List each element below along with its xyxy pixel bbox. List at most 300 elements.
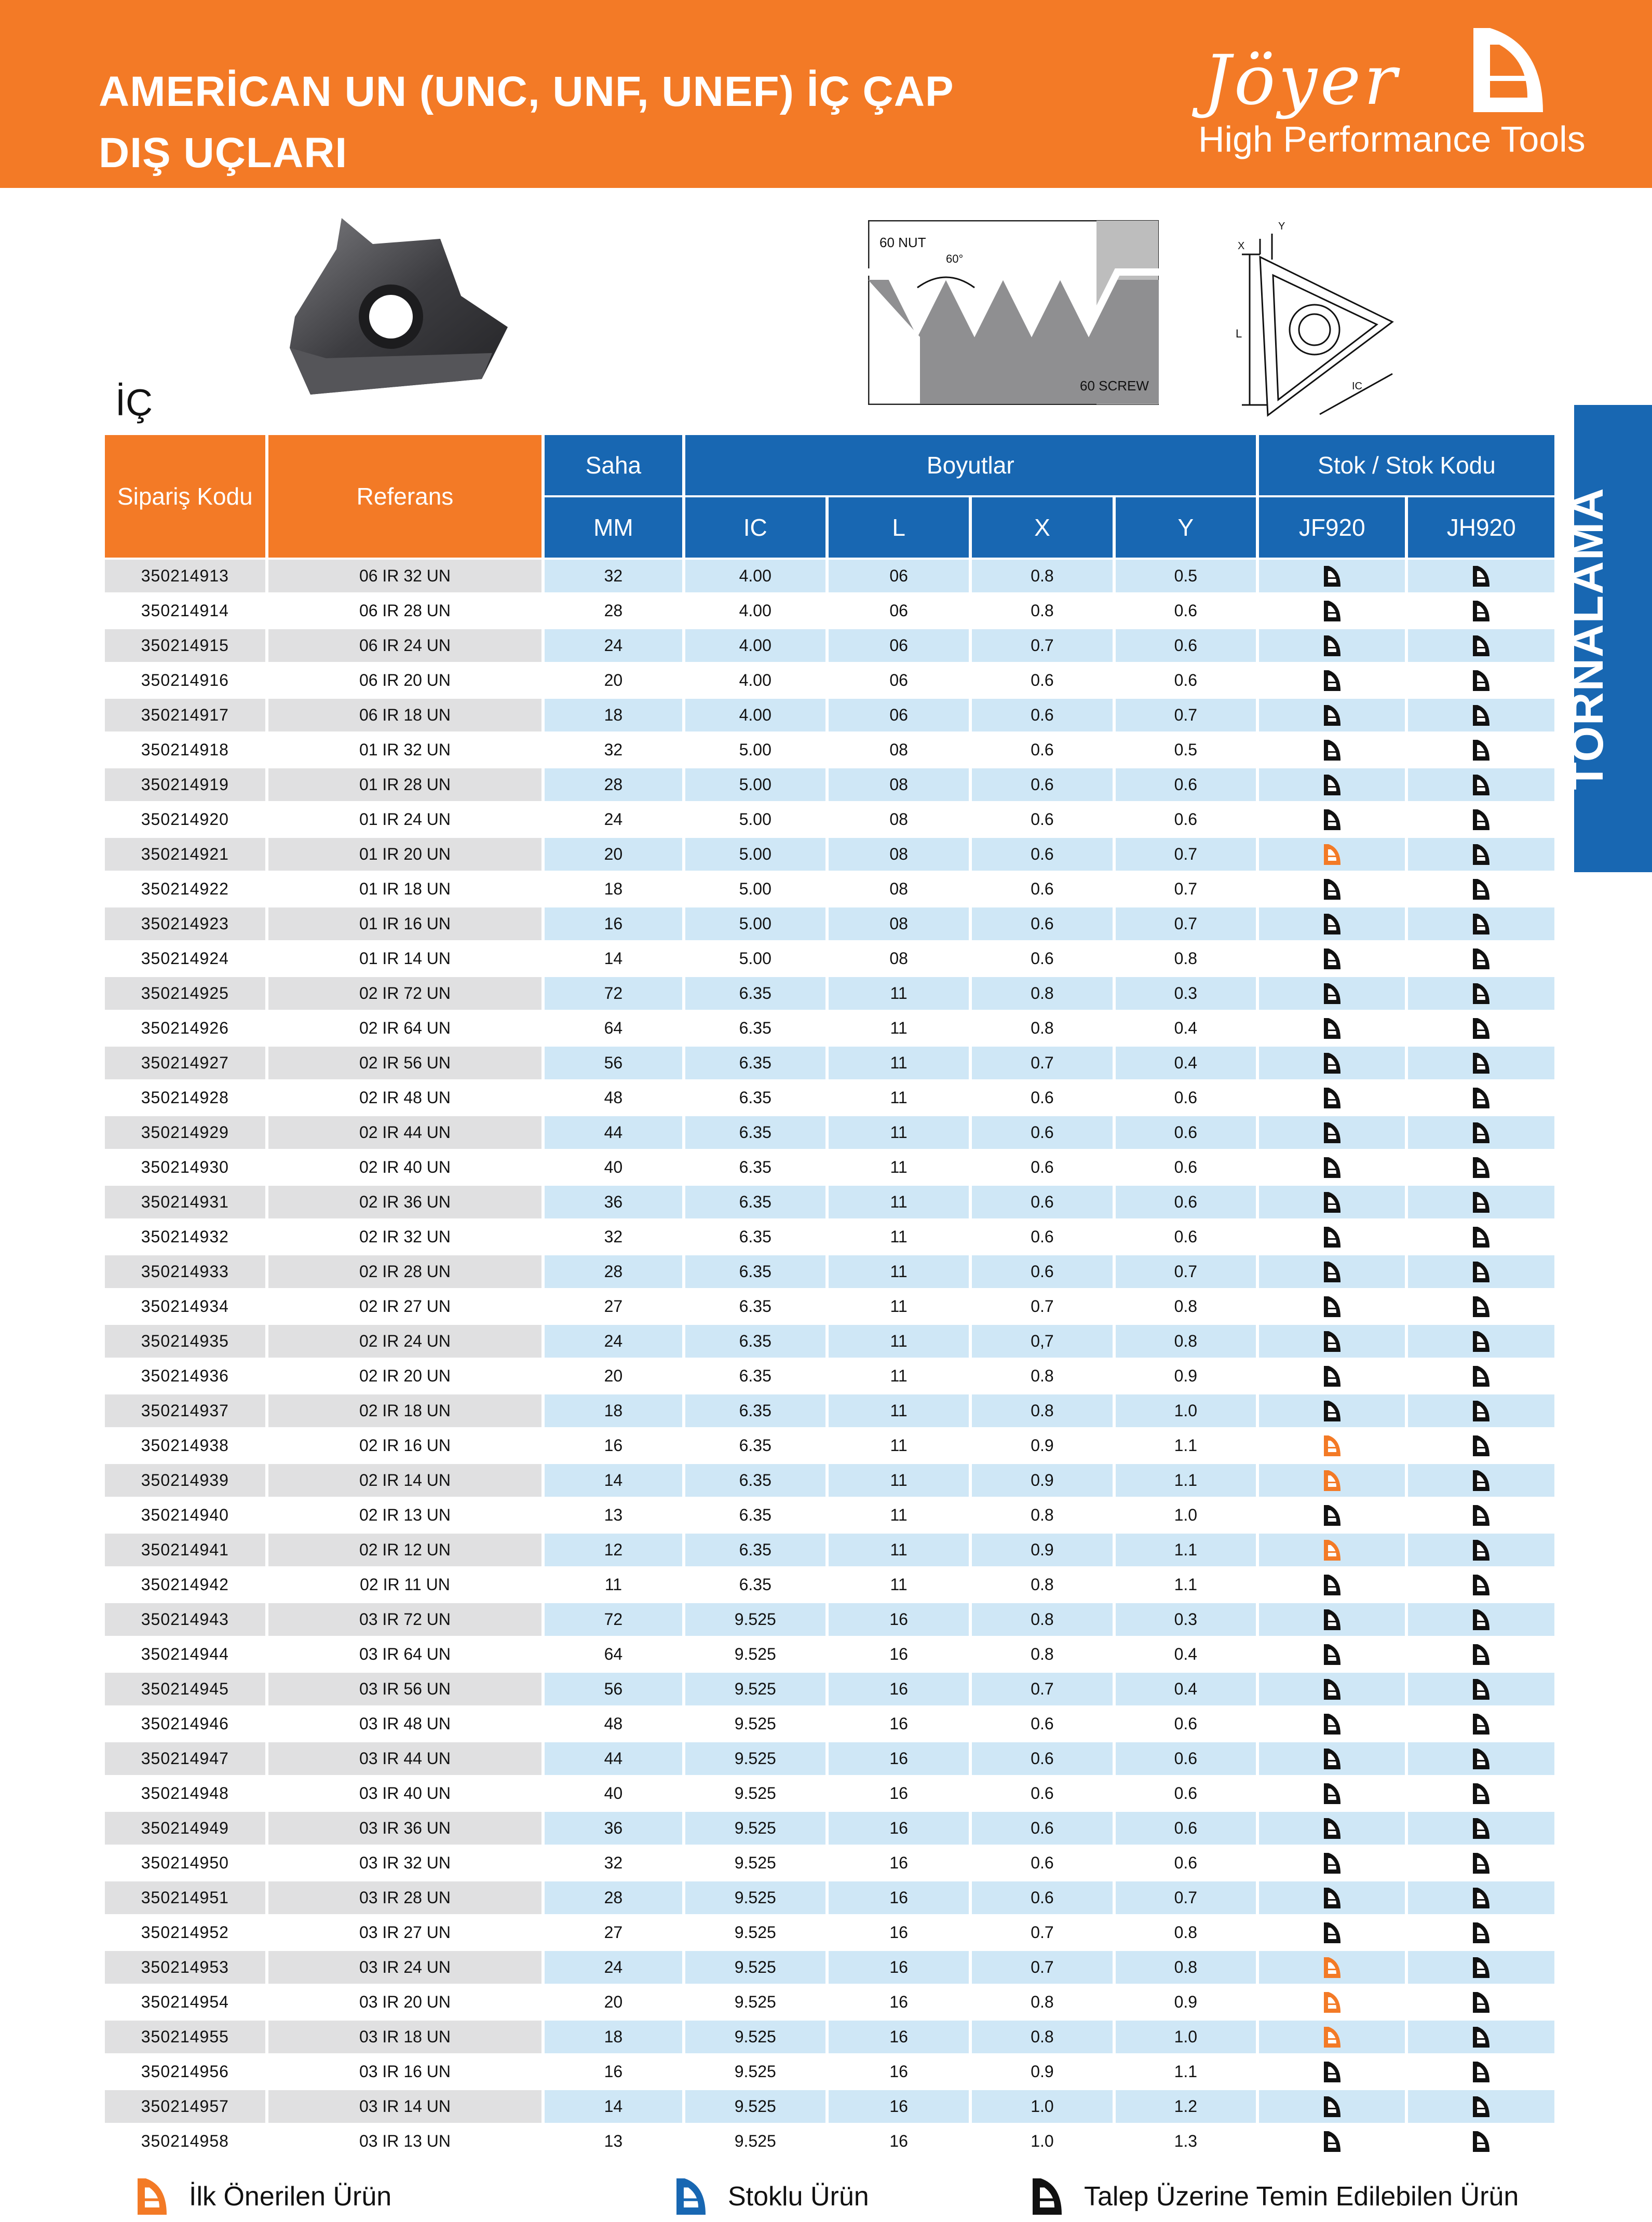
jh920-stock-cell xyxy=(1408,873,1554,905)
l-cell: 16 xyxy=(889,2062,908,2081)
stock-status-icon xyxy=(1471,773,1492,797)
jf920-stock-cell xyxy=(1259,1360,1405,1392)
y-cell: 0.6 xyxy=(1174,1714,1198,1733)
l-cell: 06 xyxy=(829,560,969,592)
legend-recommended xyxy=(134,2173,391,2220)
brand-logo-icon xyxy=(1469,24,1547,116)
order-code-cell: 350214917 xyxy=(105,699,265,731)
ic-cell: 9.525 xyxy=(685,1742,825,1775)
pitch-cell: 12 xyxy=(545,1534,682,1566)
stock-status-icon xyxy=(1322,1538,1343,1563)
stock-status-icon xyxy=(1471,1677,1492,1702)
stock-status-icon xyxy=(1322,1399,1343,1424)
y-cell: 0.7 xyxy=(1174,879,1198,898)
l-cell: 11 xyxy=(829,977,969,1010)
geom-y-label: Y xyxy=(1278,221,1285,232)
table-row xyxy=(105,1186,1554,1218)
table-row xyxy=(105,1081,1554,1114)
stock-status-icon xyxy=(1471,981,1492,1006)
pitch-cell: 56 xyxy=(545,1047,682,1079)
y-cell: 0.6 xyxy=(1116,1812,1256,1845)
stock-status-icon xyxy=(1471,703,1492,728)
y-cell: 0.7 xyxy=(1116,838,1256,871)
jh920-stock-cell xyxy=(1408,803,1554,836)
jf920-stock-cell xyxy=(1259,699,1405,731)
title-line-1: AMERİCAN UN (UNC, UNF, UNEF) İÇ ÇAP xyxy=(99,68,954,115)
jh920-stock-cell xyxy=(1408,977,1554,1010)
stock-status-icon xyxy=(1322,2129,1343,2154)
l-cell: 06 xyxy=(889,601,908,620)
stock-status-icon xyxy=(1471,807,1492,832)
reference-cell: 03 IR 32 UN xyxy=(359,1853,451,1872)
reference-cell: 02 IR 16 UN xyxy=(359,1436,451,1455)
y-cell: 0.8 xyxy=(1116,1325,1256,1358)
l-cell: 11 xyxy=(829,1047,969,1079)
table-row xyxy=(105,1916,1554,1949)
stock-status-icon xyxy=(1322,1746,1343,1771)
header-banner xyxy=(0,0,1652,188)
table-row xyxy=(105,838,1554,871)
stock-status-icon xyxy=(1322,599,1343,624)
y-cell: 0.6 xyxy=(1174,1227,1198,1246)
pitch-cell: 20 xyxy=(604,1993,623,2011)
l-cell: 16 xyxy=(889,1645,908,1663)
jf920-stock-cell xyxy=(1259,1951,1405,1984)
l-cell: 08 xyxy=(829,768,969,801)
jh920-stock-cell xyxy=(1408,1534,1554,1566)
pitch-cell: 13 xyxy=(604,2132,623,2150)
x-cell: 0.6 xyxy=(972,1742,1112,1775)
l-cell: 16 xyxy=(889,2132,908,2150)
y-cell: 1.1 xyxy=(1116,1464,1256,1497)
pitch-cell: 18 xyxy=(545,699,682,731)
stock-status-icon xyxy=(1322,946,1343,971)
ic-cell: 6.35 xyxy=(739,1158,771,1176)
jf920-stock-cell xyxy=(1259,1151,1405,1184)
reference-cell: 02 IR 13 UN xyxy=(359,1506,451,1524)
header-order-code: Sipariş Kodu xyxy=(105,435,265,558)
jh920-stock-cell xyxy=(1408,2125,1554,2158)
x-cell: 0.9 xyxy=(972,1464,1112,1497)
l-cell: 16 xyxy=(829,2090,969,2123)
stock-status-icon xyxy=(1471,1538,1492,1563)
ic-cell: 6.35 xyxy=(685,1394,825,1427)
jf920-stock-cell xyxy=(1259,1534,1405,1566)
jh920-stock-cell xyxy=(1408,1394,1554,1427)
y-cell: 0.8 xyxy=(1174,949,1198,968)
x-cell: 0.6 xyxy=(972,1881,1112,1914)
ic-cell: 5.00 xyxy=(685,838,825,871)
pitch-cell: 20 xyxy=(545,838,682,871)
x-cell: 0.6 xyxy=(972,1186,1112,1218)
ic-cell: 9.525 xyxy=(734,1923,776,1942)
jf920-stock-cell xyxy=(1259,1603,1405,1636)
order-code-cell: 350214936 xyxy=(141,1366,229,1385)
pitch-cell: 28 xyxy=(545,768,682,801)
pitch-cell: 32 xyxy=(604,1853,623,1872)
stock-status-icon xyxy=(1322,1712,1343,1737)
table-row xyxy=(105,873,1554,905)
table-row xyxy=(105,2090,1554,2123)
jh920-stock-cell xyxy=(1408,1916,1554,1949)
pitch-cell: 16 xyxy=(604,1436,623,1455)
jh920-stock-cell xyxy=(1408,1986,1554,2018)
header-dimensions: Boyutlar xyxy=(685,435,1256,495)
y-cell: 0.6 xyxy=(1174,601,1198,620)
stock-status-icon xyxy=(1322,633,1343,658)
l-cell: 16 xyxy=(829,1673,969,1705)
ic-cell: 9.525 xyxy=(685,2021,825,2053)
stock-status-icon xyxy=(1322,1990,1343,2015)
pitch-cell: 14 xyxy=(604,949,623,968)
x-cell: 0.8 xyxy=(1031,1019,1054,1037)
l-cell: 16 xyxy=(889,1784,908,1803)
reference-cell: 03 IR 27 UN xyxy=(359,1923,451,1942)
pitch-cell: 13 xyxy=(604,1506,623,1524)
order-code-cell: 350214916 xyxy=(141,671,229,689)
stock-status-icon xyxy=(1471,1433,1492,1458)
table-row xyxy=(105,1847,1554,1879)
jf920-stock-cell xyxy=(1259,768,1405,801)
jf920-stock-cell xyxy=(1259,1464,1405,1497)
jh920-stock-cell xyxy=(1408,699,1554,731)
stock-status-icon xyxy=(1471,1503,1492,1528)
screw-label: 60 SCREW xyxy=(1080,378,1149,394)
ic-cell: 9.525 xyxy=(734,1853,776,1872)
header-ic: IC xyxy=(685,497,825,558)
y-cell: 0.6 xyxy=(1116,629,1256,662)
pitch-cell: 64 xyxy=(604,1645,623,1663)
x-cell: 0.8 xyxy=(972,560,1112,592)
geom-x-label: X xyxy=(1238,240,1245,252)
table-row xyxy=(105,1325,1554,1358)
geom-l-label: L xyxy=(1236,327,1242,340)
order-code-cell: 350214956 xyxy=(141,2062,229,2081)
l-cell: 11 xyxy=(829,1464,969,1497)
stock-status-icon xyxy=(1322,1294,1343,1319)
pitch-cell: 18 xyxy=(604,879,623,898)
jh920-stock-cell xyxy=(1408,1116,1554,1149)
jf920-stock-cell xyxy=(1259,1568,1405,1601)
pitch-cell: 44 xyxy=(545,1742,682,1775)
ic-cell: 6.35 xyxy=(685,1325,825,1358)
reference-cell: 06 IR 20 UN xyxy=(359,671,451,689)
ic-cell: 6.35 xyxy=(739,1506,771,1524)
stock-status-icon xyxy=(1471,1294,1492,1319)
stock-status-icon xyxy=(1322,1468,1343,1493)
stock-status-icon xyxy=(1471,2025,1492,2050)
jf920-stock-cell xyxy=(1259,1673,1405,1705)
legend-recommended-label: İlk Önerilen Ürün xyxy=(189,2182,392,2212)
jh920-stock-cell xyxy=(1408,2090,1554,2123)
stock-status-icon xyxy=(1322,668,1343,693)
order-code-cell: 350214926 xyxy=(141,1019,229,1037)
x-cell: 0.8 xyxy=(1031,1645,1054,1663)
legend-in-stock-label: Stoklu Ürün xyxy=(728,2182,869,2212)
x-cell: 0.8 xyxy=(1031,1993,1054,2011)
pitch-cell: 11 xyxy=(604,1575,622,1594)
jf920-stock-cell xyxy=(1259,2055,1405,2088)
reference-cell: 03 IR 20 UN xyxy=(359,1993,451,2011)
stock-status-icon xyxy=(1322,1816,1343,1841)
x-cell: 0.8 xyxy=(972,1394,1112,1427)
order-code-cell: 350214937 xyxy=(105,1394,265,1427)
legend-in-stock xyxy=(673,2173,869,2220)
stock-status-icon xyxy=(1471,2129,1492,2154)
reference-cell: 02 IR 44 UN xyxy=(268,1116,542,1149)
ic-cell: 6.35 xyxy=(739,1436,771,1455)
stock-status-icon xyxy=(1322,564,1343,589)
reference-cell: 02 IR 32 UN xyxy=(359,1227,451,1246)
ic-cell: 6.35 xyxy=(685,1116,825,1149)
stock-status-icon xyxy=(1322,1225,1343,1250)
nut-label: 60 NUT xyxy=(879,235,926,250)
stock-status-icon xyxy=(1322,1851,1343,1876)
table-row xyxy=(105,942,1554,975)
jf920-stock-cell xyxy=(1259,1708,1405,1740)
reference-cell: 01 IR 18 UN xyxy=(359,879,451,898)
x-cell: 0.7 xyxy=(1031,1297,1054,1316)
l-cell: 08 xyxy=(889,740,908,759)
stock-status-icon xyxy=(1322,773,1343,797)
reference-cell: 03 IR 56 UN xyxy=(268,1673,542,1705)
pitch-cell: 24 xyxy=(604,810,623,829)
stock-status-icon xyxy=(1322,1781,1343,1806)
jf920-stock-cell xyxy=(1259,873,1405,905)
table-row xyxy=(105,1708,1554,1740)
stock-status-icon xyxy=(1322,1190,1343,1215)
y-cell: 0.6 xyxy=(1116,1186,1256,1218)
pitch-cell: 48 xyxy=(604,1088,623,1107)
table-row xyxy=(105,1951,1554,1984)
order-code-cell: 350214928 xyxy=(141,1088,229,1107)
l-cell: 16 xyxy=(889,1923,908,1942)
reference-cell: 02 IR 12 UN xyxy=(268,1534,542,1566)
l-cell: 11 xyxy=(890,1436,908,1455)
stock-status-icon xyxy=(1471,1468,1492,1493)
l-cell: 06 xyxy=(889,671,908,689)
side-tab-label: TORNALAMA xyxy=(1561,487,1613,790)
reference-cell: 02 IR 24 UN xyxy=(268,1325,542,1358)
reference-cell: 02 IR 64 UN xyxy=(359,1019,451,1037)
header-jh920: JH920 xyxy=(1408,497,1554,558)
x-cell: 0.8 xyxy=(1031,1366,1054,1385)
jh920-stock-cell xyxy=(1408,560,1554,592)
y-cell: 0.8 xyxy=(1116,1951,1256,1984)
order-code-cell: 350214946 xyxy=(141,1714,229,1733)
order-code-cell: 350214925 xyxy=(105,977,265,1010)
reference-cell: 02 IR 11 UN xyxy=(360,1575,450,1594)
jh920-stock-cell xyxy=(1408,1325,1554,1358)
stock-status-icon xyxy=(1471,1851,1492,1876)
ic-cell: 6.35 xyxy=(739,1019,771,1037)
ic-cell: 9.525 xyxy=(685,2090,825,2123)
stock-status-icon xyxy=(1322,2094,1343,2119)
y-cell: 0.4 xyxy=(1174,1019,1198,1037)
header-stock: Stok / Stok Kodu xyxy=(1259,435,1554,495)
product-table xyxy=(102,433,1558,2160)
stock-status-icon xyxy=(1322,738,1343,763)
pitch-cell: 20 xyxy=(604,1366,623,1385)
stock-status-icon xyxy=(1471,1642,1492,1667)
x-cell: 0.7 xyxy=(972,1951,1112,1984)
jf920-stock-cell xyxy=(1259,1047,1405,1079)
table-row xyxy=(105,1047,1554,1079)
l-cell: 16 xyxy=(829,1812,969,1845)
table-row xyxy=(105,1012,1554,1045)
order-code-cell: 350214920 xyxy=(141,810,229,829)
pitch-cell: 72 xyxy=(545,1603,682,1636)
x-cell: 0.8 xyxy=(972,977,1112,1010)
reference-cell: 02 IR 40 UN xyxy=(359,1158,451,1176)
ic-cell: 9.525 xyxy=(685,1881,825,1914)
x-cell: 0.6 xyxy=(972,838,1112,871)
stock-status-icon xyxy=(1322,807,1343,832)
y-cell: 0.6 xyxy=(1116,768,1256,801)
stock-status-icon xyxy=(1322,1259,1343,1284)
table-row xyxy=(105,1464,1554,1497)
reference-cell: 01 IR 14 UN xyxy=(359,949,451,968)
pitch-cell: 14 xyxy=(545,2090,682,2123)
y-cell: 0.5 xyxy=(1174,740,1198,759)
pitch-cell: 16 xyxy=(604,2062,623,2081)
y-cell: 0.7 xyxy=(1116,1255,1256,1288)
stock-status-icon xyxy=(1322,1642,1343,1667)
jf920-stock-cell xyxy=(1259,942,1405,975)
x-cell: 0.6 xyxy=(972,907,1112,940)
stock-status-icon xyxy=(1471,946,1492,971)
reference-cell: 06 IR 28 UN xyxy=(359,601,451,620)
ic-cell: 4.00 xyxy=(685,699,825,731)
stock-status-icon xyxy=(1322,912,1343,937)
jh920-stock-cell xyxy=(1408,1847,1554,1879)
ic-cell: 6.35 xyxy=(739,1088,771,1107)
reference-cell: 03 IR 28 UN xyxy=(268,1881,542,1914)
brand-name: Jöyer xyxy=(1203,40,1400,120)
reference-cell: 01 IR 16 UN xyxy=(268,907,542,940)
x-cell: 0.6 xyxy=(1031,1227,1054,1246)
y-cell: 0.4 xyxy=(1174,1645,1198,1663)
table-row xyxy=(105,1638,1554,1671)
table-row xyxy=(105,629,1554,662)
pitch-cell: 28 xyxy=(604,601,623,620)
ic-cell: 6.35 xyxy=(739,1366,771,1385)
order-code-cell: 350214927 xyxy=(105,1047,265,1079)
stock-status-icon xyxy=(1322,1955,1343,1980)
jf920-stock-cell xyxy=(1259,1499,1405,1532)
jf920-stock-cell xyxy=(1259,2125,1405,2158)
reference-cell: 03 IR 16 UN xyxy=(359,2062,451,2081)
stock-status-icon xyxy=(1471,1573,1492,1597)
stock-status-icon xyxy=(1471,842,1492,867)
stock-status-icon xyxy=(1322,1086,1343,1110)
order-code-cell: 350214943 xyxy=(105,1603,265,1636)
jh920-stock-cell xyxy=(1408,629,1554,662)
reference-cell: 03 IR 13 UN xyxy=(359,2132,451,2150)
pitch-cell: 36 xyxy=(545,1812,682,1845)
stock-status-icon xyxy=(1471,1155,1492,1180)
stock-status-icon xyxy=(1322,877,1343,902)
x-cell: 0.6 xyxy=(1031,810,1054,829)
stock-status-icon xyxy=(1322,2025,1343,2050)
reference-cell: 02 IR 56 UN xyxy=(268,1047,542,1079)
stock-status-icon xyxy=(1322,1155,1343,1180)
pitch-cell: 27 xyxy=(604,1923,623,1942)
ic-cell: 6.35 xyxy=(739,1227,771,1246)
stock-status-icon xyxy=(1471,1607,1492,1632)
l-cell: 11 xyxy=(890,1227,908,1246)
l-cell: 16 xyxy=(829,1951,969,1984)
stock-status-icon xyxy=(1471,633,1492,658)
pitch-cell: 28 xyxy=(545,1255,682,1288)
jh920-stock-cell xyxy=(1408,594,1554,627)
jf920-stock-cell xyxy=(1259,560,1405,592)
jf920-stock-cell xyxy=(1259,1638,1405,1671)
stock-status-icon xyxy=(1471,1016,1492,1041)
stock-status-icon xyxy=(1322,1016,1343,1041)
header-l: L xyxy=(829,497,969,558)
ic-cell: 9.525 xyxy=(734,1645,776,1663)
y-cell: 1.2 xyxy=(1116,2090,1256,2123)
y-cell: 1.1 xyxy=(1116,1534,1256,1566)
jh920-stock-cell xyxy=(1408,1673,1554,1705)
l-cell: 11 xyxy=(829,1394,969,1427)
header-jf920: JF920 xyxy=(1259,497,1405,558)
x-cell: 0.8 xyxy=(1031,1575,1054,1594)
y-cell: 0.6 xyxy=(1116,1742,1256,1775)
stock-status-icon xyxy=(1322,1433,1343,1458)
stock-status-icon xyxy=(1471,1886,1492,1911)
ic-cell: 4.00 xyxy=(739,671,771,689)
stock-status-icon xyxy=(1471,1329,1492,1354)
ic-cell: 6.35 xyxy=(685,977,825,1010)
stock-status-icon xyxy=(1322,1364,1343,1389)
stock-status-icon xyxy=(1322,1607,1343,1632)
header-x: X xyxy=(972,497,1112,558)
y-cell: 0.8 xyxy=(1174,1923,1198,1942)
stock-status-icon xyxy=(1471,912,1492,937)
header-reference: Referans xyxy=(268,435,542,558)
y-cell: 0.4 xyxy=(1116,1673,1256,1705)
order-code-cell: 350214939 xyxy=(105,1464,265,1497)
ic-cell: 9.525 xyxy=(685,1812,825,1845)
x-cell: 1.0 xyxy=(972,2090,1112,2123)
y-cell: 1.1 xyxy=(1174,1436,1198,1455)
stock-status-icon xyxy=(1471,1190,1492,1215)
stock-status-icon xyxy=(1471,1120,1492,1145)
stock-status-icon xyxy=(1322,1677,1343,1702)
y-cell: 0.6 xyxy=(1174,1088,1198,1107)
table-row xyxy=(105,734,1554,766)
title-line-2: DIŞ UÇLARI xyxy=(99,129,348,177)
table-row xyxy=(105,1429,1554,1462)
order-code-cell: 350214935 xyxy=(105,1325,265,1358)
y-cell: 0.5 xyxy=(1116,560,1256,592)
ic-cell: 6.35 xyxy=(685,1186,825,1218)
order-code-cell: 350214947 xyxy=(105,1742,265,1775)
ic-cell: 4.00 xyxy=(685,629,825,662)
jh920-stock-cell xyxy=(1408,2055,1554,2088)
order-code-cell: 350214931 xyxy=(105,1186,265,1218)
x-cell: 0.8 xyxy=(1031,1506,1054,1524)
recommended-product-icon xyxy=(134,2175,170,2218)
stock-status-icon xyxy=(1471,1051,1492,1076)
x-cell: 0.6 xyxy=(972,768,1112,801)
order-code-cell: 350214938 xyxy=(141,1436,229,1455)
order-code-cell: 350214948 xyxy=(141,1784,229,1803)
legend-on-request xyxy=(1029,2173,1519,2220)
l-cell: 08 xyxy=(829,907,969,940)
